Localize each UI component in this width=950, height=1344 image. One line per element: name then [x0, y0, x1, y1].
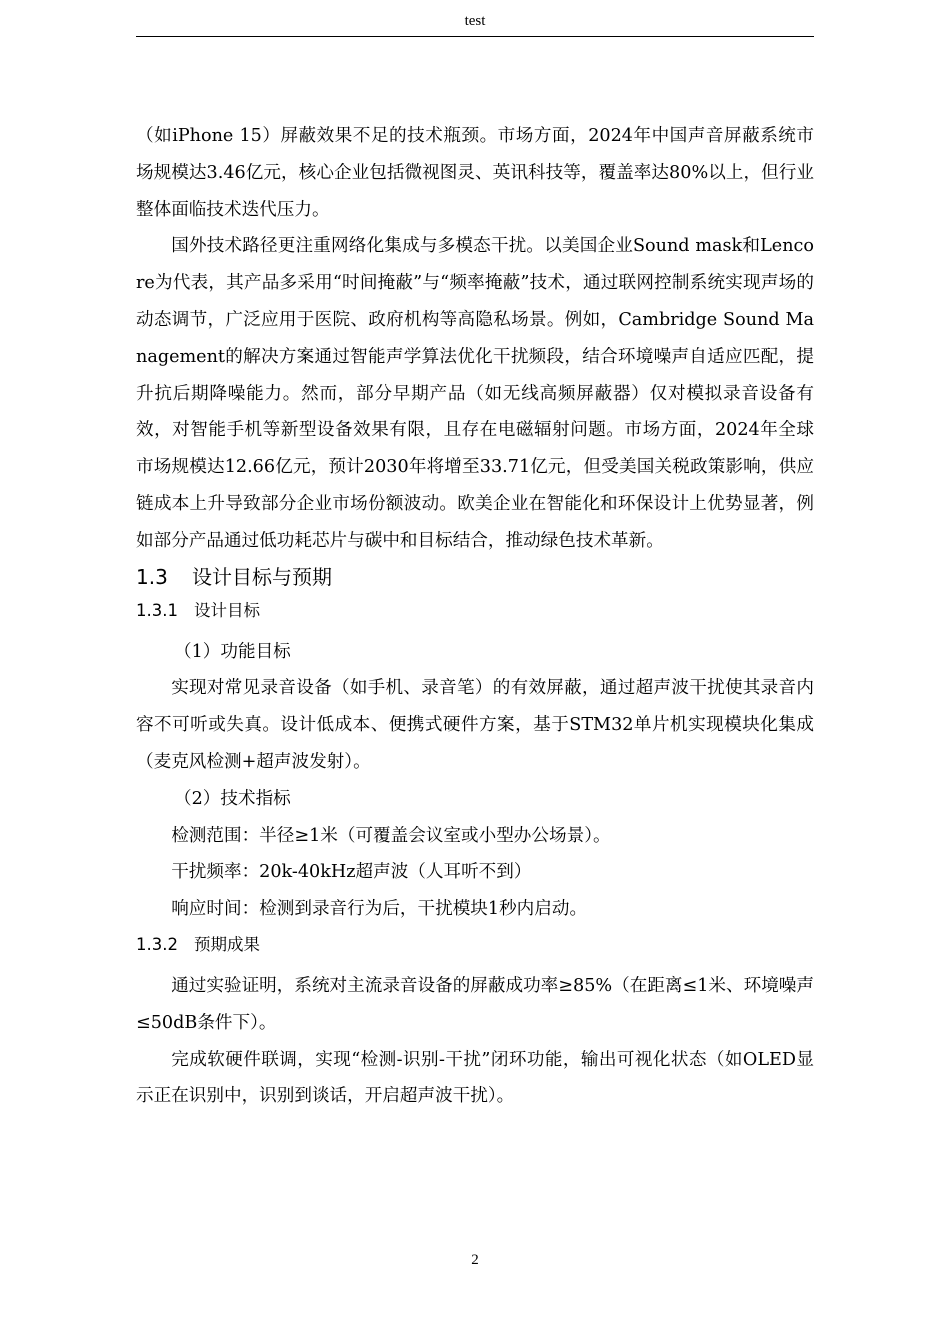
item-label-technical-specs: （2）技术指标	[174, 788, 291, 809]
subsection-title: 设计目标	[194, 600, 260, 620]
spec-response-time: 响应时间：检测到录音行为后，干扰模块1秒内启动。	[171, 899, 588, 920]
page-number: 2	[471, 1252, 479, 1268]
paragraph-functional-goal: 实现对常见录音设备（如手机、录音笔）的有效屏蔽，通过超声波干扰使其录音内容不可听或失真。设计低成本、便携式硬件方案，基于STM32单片机实现模块化集成（麦克风检测+超声波发射）。	[136, 678, 814, 772]
paragraph-expected-result-1: 通过实验证明，系统对主流录音设备的屏蔽成功率≥85%（在距离≤1米、环境噪声≤50dB条件下）。	[136, 975, 814, 1033]
spec-detection-range: 检测范围：半径≥1米（可覆盖会议室或小型办公场景）。	[171, 825, 611, 846]
subsection-heading-1-3-2	[136, 928, 814, 962]
subsection-title: 预期成果	[194, 934, 260, 954]
section-title: 设计目标与预期	[192, 564, 332, 589]
page-header: test	[464, 13, 486, 29]
item-label-functional-goal: （1）功能目标	[174, 641, 291, 662]
section-number: 1.3	[136, 564, 168, 589]
header-rule	[136, 36, 814, 37]
subsection-number: 1.3.1	[136, 600, 178, 620]
paragraph-foreign-technology: 国外技术路径更注重网络化集成与多模态干扰。以美国企业Sound mask和Lencore为代表，其产品多采用“时间掩蔽”与“频率掩蔽”技术，通过联网控制系统实现声场的动态调节，广泛应用于医院、政府机构等高隐私场景。例如，Cambridge Sound Management的解决方案通过智能声学算法优化干扰频段，结合环境噪声自适应匹配，提升抗后期降噪能力。然而，部分早期产品（如无线高频屏蔽器）仅对模拟录音设备有效，对智能手机等新型设备效果有限，且存在电磁辐射问题。市场方面，2024年全球市场规模达12.66亿元，预计2030年将增至33.71亿元，但受美国关税政策影响，供应链成本上升导致部分企业市场份额波动。欧美企业在智能化和环保设计上优势显著，例如部分产品通过低功耗芯片与碳中和目标结合，推动绿色技术革新。	[136, 236, 814, 551]
spec-interference-frequency: 干扰频率：20k-40kHz超声波（人耳听不到）	[171, 862, 532, 883]
paragraph-expected-result-2: 完成软硬件联调，实现“检测-识别-干扰”闭环功能，输出可视化状态（如OLED显示正在识别中，识别到谈话，开启超声波干扰）。	[136, 1049, 814, 1107]
paragraph-domestic-market: （如iPhone 15）屏蔽效果不足的技术瓶颈。市场方面，2024年中国声音屏蔽系统市场规模达3.46亿元，核心企业包括微视图灵、英讯科技等，覆盖率达80%以上，但行业整体面临技术迭代压力。	[136, 126, 814, 220]
section-heading-1-3	[136, 560, 814, 594]
subsection-heading-1-3-1	[136, 594, 814, 628]
subsection-number: 1.3.2	[136, 934, 178, 954]
document-body	[136, 118, 814, 1115]
